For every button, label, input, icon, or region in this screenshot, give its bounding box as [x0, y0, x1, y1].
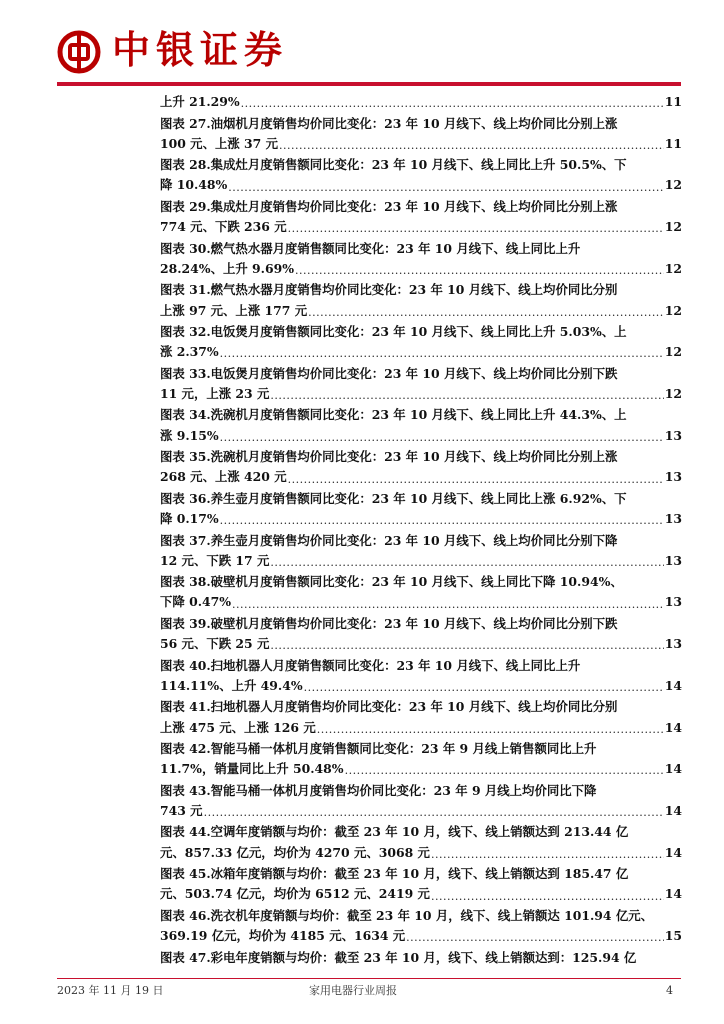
toc-entry-title: 图表 28.集成灶月度销售额同比变化：23 年 10 月线下、线上同比上升 50.5%、下	[160, 157, 627, 173]
toc-dot-leader	[431, 885, 664, 905]
toc-dot-leader	[304, 676, 664, 696]
toc-entry[interactable]	[160, 572, 682, 612]
toc-page-number: 12	[664, 177, 682, 193]
toc-entry-title: 图表 39.破壁机月度销售均价同比变化：23 年 10 月线下、线上均价同比分别下跌	[160, 615, 618, 631]
toc-entry[interactable]	[160, 697, 682, 737]
toc-entry-title: 图表 27.油烟机月度销售均价同比变化：23 年 10 月线下、线上均价同比分别上涨	[160, 115, 618, 131]
bank-of-china-logo-icon	[57, 30, 101, 74]
page-header	[0, 0, 724, 90]
toc-entry[interactable]	[160, 447, 682, 487]
toc-entry-title-continued: 上升 21.29%	[160, 94, 240, 109]
toc-dot-leader	[288, 217, 664, 237]
toc-entry[interactable]	[160, 92, 682, 112]
toc-entry-title: 图表 29.集成灶月度销售均价同比变化：23 年 10 月线下、线上均价同比分别上涨	[160, 198, 618, 214]
toc-page-number: 13	[664, 552, 682, 568]
toc-page-number: 13	[664, 636, 682, 652]
toc-entry-title-continued: 774 元、下跌 236 元	[160, 219, 287, 235]
toc-entry-title: 图表 44.空调年度销额与均价：截至 23 年 10 月，线下、线上销额达到 213.44 亿	[160, 824, 629, 840]
toc-entry[interactable]	[160, 155, 682, 195]
toc-entry[interactable]	[160, 948, 682, 968]
toc-dot-leader	[220, 342, 664, 362]
toc-entry-title: 图表 47.彩电年度销额与均价：截至 23 年 10 月，线下、线上销额达到：125.94 亿	[160, 949, 637, 965]
toc-dot-leader	[345, 759, 664, 779]
toc-entry-title-continued: 降 10.48%	[160, 177, 228, 193]
toc-entry-title: 图表 41.扫地机器人月度销售均价同比变化：23 年 10 月线下、线上均价同比分别	[160, 699, 618, 715]
toc-entry[interactable]	[160, 405, 682, 445]
toc-entry-title: 图表 33.电饭煲月度销售均价同比变化：23 年 10 月线下、线上均价同比分别下跌	[160, 365, 618, 381]
toc-entry-title: 图表 42.智能马桶一体机月度销售额同比变化：23 年 9 月线上销售额同比上升	[160, 741, 597, 757]
toc-entry-title-continued: 11 元，上涨 23 元	[160, 385, 270, 401]
toc-dot-leader	[295, 259, 664, 279]
toc-page-number: 14	[664, 761, 682, 777]
toc-page-number: 12	[664, 385, 682, 401]
toc-page-number: 13	[664, 594, 682, 610]
toc-dot-leader	[270, 551, 663, 571]
toc-entry-title-continued: 降 0.17%	[160, 511, 219, 527]
toc-entry-title: 图表 30.燃气热水器月度销售额同比变化：23 年 10 月线下、线上同比上升	[160, 240, 581, 256]
toc-entry-title-continued: 743 元	[160, 802, 203, 818]
toc-page-number: 12	[664, 302, 682, 318]
footer-report-title: 家用电器行业周报	[309, 984, 397, 997]
toc-entry[interactable]	[160, 864, 682, 904]
toc-entry-title-continued: 上涨 97 元、上涨 177 元	[160, 302, 308, 318]
toc-dot-leader	[232, 593, 664, 613]
toc-dot-leader	[270, 634, 663, 654]
toc-dot-leader	[204, 801, 664, 821]
toc-entry-title-continued: 12 元、下跌 17 元	[160, 552, 270, 568]
toc-page-number: 13	[664, 427, 682, 443]
toc-entry-title: 图表 35.洗碗机月度销售均价同比变化：23 年 10 月线下、线上均价同比分别上涨	[160, 449, 618, 465]
toc-dot-leader	[317, 718, 664, 738]
header-divider	[57, 82, 681, 86]
toc-entry-title: 图表 38.破壁机月度销售额同比变化：23 年 10 月线下、线上同比下降 10.94%、	[160, 574, 623, 590]
toc-entry-title: 图表 45.冰箱年度销额与均价：截至 23 年 10 月，线下、线上销额达到 185.47 亿	[160, 866, 629, 882]
toc-dot-leader	[241, 92, 664, 112]
toc-entry-title-continued: 369.19 亿元，均价为 4185 元、1634 元	[160, 928, 406, 944]
toc-page-number: 14	[664, 802, 682, 818]
toc-dot-leader	[308, 301, 664, 321]
footer-page-number: 4	[666, 984, 673, 997]
toc-entry-title-continued: 56 元、下跌 25 元	[160, 636, 270, 652]
toc-entry-title-continued: 268 元、上涨 420 元	[160, 469, 287, 485]
toc-dot-leader	[220, 426, 664, 446]
toc-entry-title: 图表 40.扫地机器人月度销售额同比变化：23 年 10 月线下、线上同比上升	[160, 657, 581, 673]
toc-page-number: 12	[664, 219, 682, 235]
toc-entry-title-continued: 28.24%、上升 9.69%	[160, 260, 295, 276]
toc-page-number: 14	[664, 886, 682, 902]
toc-page-number: 14	[664, 719, 682, 735]
toc-entry-title-continued: 涨 9.15%	[160, 427, 219, 443]
toc-dot-leader	[406, 926, 664, 946]
toc-entry-title-continued: 100 元、上涨 37 元	[160, 135, 279, 151]
toc-dot-leader	[431, 843, 664, 863]
toc-dot-leader	[279, 134, 664, 154]
toc-entry-title: 图表 31.燃气热水器月度销售均价同比变化：23 年 10 月线下、线上均价同比分别	[160, 282, 618, 298]
table-of-contents	[160, 92, 682, 969]
toc-entry[interactable]	[160, 822, 682, 862]
toc-entry-title: 图表 32.电饭煲月度销售额同比变化：23 年 10 月线下、线上同比上升 5.03%、上	[160, 324, 627, 340]
toc-dot-leader	[220, 509, 664, 529]
toc-entry[interactable]	[160, 906, 682, 946]
toc-entry-title-continued: 11.7%，销量同比上升 50.48%	[160, 761, 344, 777]
toc-entry[interactable]	[160, 739, 682, 779]
footer-date: 2023 年 11 月 19 日	[57, 984, 164, 997]
toc-page-number: 14	[664, 677, 682, 693]
toc-page-number: 11	[664, 94, 682, 109]
toc-entry[interactable]	[160, 781, 682, 821]
toc-entry[interactable]	[160, 614, 682, 654]
toc-entry[interactable]	[160, 489, 682, 529]
toc-entry-title-continued: 114.11%、上升 49.4%	[160, 677, 303, 693]
toc-entry[interactable]	[160, 280, 682, 320]
toc-entry[interactable]	[160, 239, 682, 279]
toc-page-number: 15	[664, 928, 682, 944]
toc-page-number: 14	[664, 844, 682, 860]
toc-dot-leader	[228, 176, 663, 196]
toc-entry-title: 图表 43.智能马桶一体机月度销售均价同比变化：23 年 9 月线上均价同比下降	[160, 782, 597, 798]
toc-entry-title: 图表 46.洗衣机年度销额与均价：截至 23 年 10 月，线下、线上销额达 101.94 亿元、	[160, 907, 653, 923]
page-footer	[57, 978, 681, 1003]
toc-page-number: 13	[664, 511, 682, 527]
toc-page-number: 13	[664, 469, 682, 485]
toc-entry-title-continued: 涨 2.37%	[160, 344, 219, 360]
toc-entry[interactable]	[160, 197, 682, 237]
toc-entry-title: 图表 37.养生壶月度销售均价同比变化：23 年 10 月线下、线上均价同比分别下降	[160, 532, 618, 548]
toc-page-number: 12	[664, 260, 682, 276]
toc-entry-title: 图表 34.洗碗机月度销售额同比变化：23 年 10 月线下、线上同比上升 44.3%、上	[160, 407, 627, 423]
toc-entry-title-continued: 元、503.74 亿元，均价为 6512 元、2419 元	[160, 886, 430, 902]
toc-page-number: 11	[664, 135, 682, 151]
toc-entry[interactable]	[160, 114, 682, 154]
toc-dot-leader	[270, 384, 663, 404]
toc-entry-title-continued: 上涨 475 元、上涨 126 元	[160, 719, 316, 735]
toc-page-number: 12	[664, 344, 682, 360]
toc-entry[interactable]	[160, 322, 682, 362]
brand-name: 中银证券	[112, 28, 289, 72]
toc-entry[interactable]	[160, 364, 682, 404]
toc-dot-leader	[288, 468, 664, 488]
toc-entry[interactable]	[160, 656, 682, 696]
toc-entry-title-continued: 元、857.33 亿元，均价为 4270 元、3068 元	[160, 844, 430, 860]
toc-entry-title: 图表 36.养生壶月度销售额同比变化：23 年 10 月线下、线上同比上涨 6.92%、下	[160, 490, 627, 506]
toc-entry[interactable]	[160, 531, 682, 571]
toc-entry-title-continued: 下降 0.47%	[160, 594, 232, 610]
